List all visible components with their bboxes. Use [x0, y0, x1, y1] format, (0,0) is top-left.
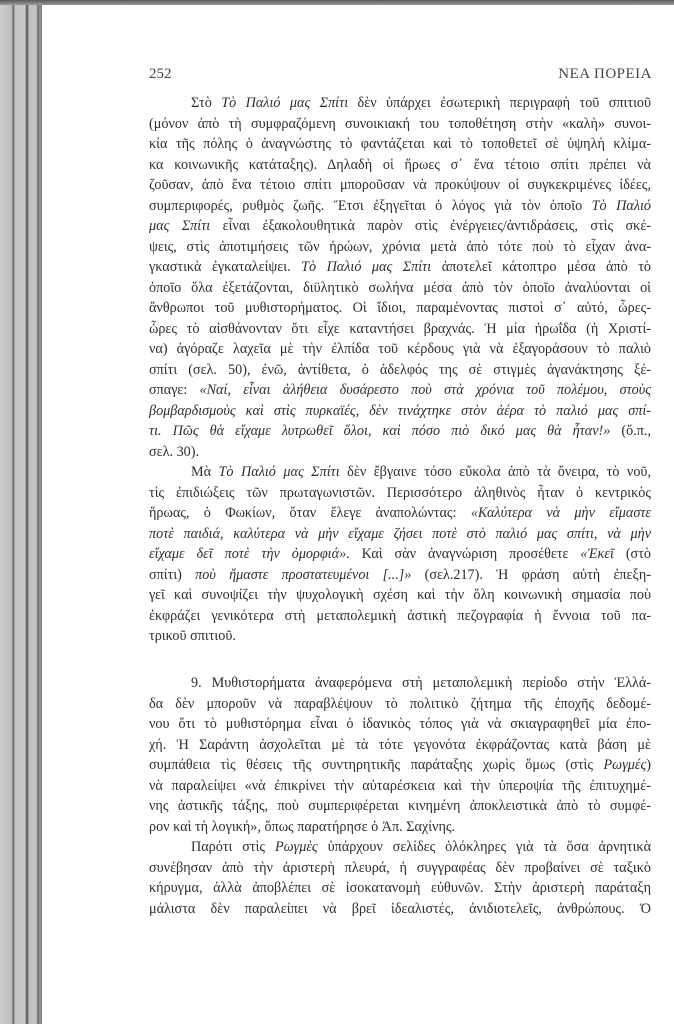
- text-line: [149, 524, 651, 545]
- italic-text-run: «Καλύτερα νὰ μὴν εἴμαστε: [470, 505, 651, 521]
- text-line: [149, 278, 651, 299]
- text-run: ψεις, στὶς ἀποτιμήσεις τῶν ἡρώων, χρόνια μετὰ ἀπὸ τότε ποὺ τὸ εἶχαν ἀνα-: [149, 238, 651, 255]
- text-run: συμπεριφορές, ρυθμὸς ζωῆς. Ἔτσι ἐξηγεῖται ὁ λόγος γιὰ τὸν ὁποῖο: [149, 197, 592, 214]
- paragraph-old-house: [149, 93, 651, 462]
- text-line: [149, 735, 651, 756]
- page-number: 252: [149, 66, 172, 82]
- text-line: [149, 93, 651, 114]
- text-run: ὑπάρχουν σελίδες ὁλόκληρες γιὰ τὰ ὅσα ἀρνητικὰ: [317, 839, 652, 855]
- text-line: [149, 673, 651, 694]
- italic-text-run: Ρωγμές: [603, 757, 647, 773]
- book-binding-edge: [0, 0, 42, 1024]
- text-run: μάλιστα δὲν παραλείπει νὰ βρεῖ ἰδεαλιστές, ἀνιδιοτελεῖς, ἀνθρώπους. Ὁ: [149, 900, 651, 917]
- text-run: (μόνον ἀπὸ τὴ συμφραζόμενη συνοικιακή του τοποθέτηση στὴν «καλὴ» συνοι-: [149, 115, 651, 132]
- text-line: [149, 714, 651, 735]
- page-header: [149, 66, 652, 86]
- text-run: συνέβησαν ἀπὸ τὴν ἀριστερὴ πλευρά, ἡ συγγραφέας δὲν προβαίνει σὲ ταξικὸ: [149, 859, 651, 876]
- text-run: νὰ παραλείψει «νὰ ἐπικρίνει τὴν αὐταρέσκεια καὶ τὴν ὑπεροψία τῆς ἐπιτυχημέ-: [149, 777, 651, 794]
- text-run: ἄνθρωποι τοῦ μυθιστορήματος. Οἱ ἴδιοι, παραμένοντας πιστοὶ σ᾽ αὐτό, ὧρες-: [149, 300, 651, 316]
- text-line: [149, 319, 651, 340]
- text-run: κία τῆς πόλης ὁ ἀναγνώστης τὸ φαντάζεται καὶ τὸ τοποθετεῖ σὲ ὑψηλὴ κλίμα-: [149, 136, 651, 152]
- text-run: ἥρωας, ὁ Φωκίων, ὅταν ἔλεγε ἀναπολώντας:: [149, 505, 471, 521]
- text-run: δὲν ὑπάρχει ἐσωτερικὴ περιγραφὴ τοῦ σπιτιοῦ: [348, 95, 652, 111]
- italic-text-run: Τὸ Παλιό μας Σπίτι: [221, 95, 349, 111]
- text-run: εἶναι ἐξακολουθητικὰ παρὸν στὶς ἐνέργειες/ἀντιδράσεις, στὶς σκέ-: [210, 218, 651, 234]
- text-run: τρικοῦ σπιτιοῦ.: [149, 628, 236, 644]
- text-run: Στὸ: [191, 95, 222, 111]
- italic-text-run: εἴχαμε δεῖ ποτὲ τὴν ὀμορφιά»: [149, 546, 347, 562]
- text-line: [149, 401, 651, 422]
- text-run: χή. Ἡ Σαράντη ἀσχολεῖται μὲ τὰ τότε γεγονότα ἐκφράζοντας κατὰ βάση μὲ: [149, 736, 651, 753]
- italic-text-run: ποτὲ παιδιά, καλύτερα νὰ μὴν εἴχαμε ζήσει ποτὲ στὸ παλιό μας σπίτι, νὰ μὴν: [149, 525, 651, 542]
- text-line: [149, 565, 651, 586]
- text-line: [149, 585, 651, 606]
- text-run: ): [646, 757, 651, 773]
- text-line: [149, 483, 651, 504]
- paragraph-section-9: [149, 673, 651, 837]
- text-run: γκαστικὰ ἐγκαταλείψει.: [149, 259, 302, 275]
- text-run: Μὰ: [191, 464, 219, 480]
- text-line: [149, 626, 651, 647]
- text-line: [149, 196, 651, 217]
- text-line: [149, 339, 651, 360]
- text-run: σπίτι (σελ. 50), ἐνῶ, ἀντίθετα, ὁ ἀδελφός της σὲ στιγμὲς ἀγανάκτησης ξέ-: [149, 361, 651, 378]
- text-line: [149, 237, 651, 258]
- text-line: [149, 899, 651, 920]
- text-line: [149, 421, 651, 442]
- text-run: (σελ.217). Ἡ φράση αὐτὴ ἐπεξη-: [411, 566, 651, 583]
- text-line: [149, 134, 651, 155]
- text-run: (ὅ.π.,: [610, 423, 651, 439]
- italic-text-run: Τὸ Παλιό: [591, 197, 652, 214]
- text-run: ρον καὶ τὴ λογική», ὅπως παρατήρησε ὁ Ἀπ. Σαχίνης.: [149, 818, 456, 835]
- text-line: [149, 694, 651, 715]
- text-line: [149, 175, 651, 196]
- italic-text-run: βομβαρδισμοὺς καὶ στὶς πυρκαϊές, δὲν τινάχτηκε στὸν ἀέρα τὸ παλιό μας σπί-: [149, 402, 651, 419]
- text-run: νης ἀστικῆς τάξης, ποὺ συμπεριφέρεται κινημένη ἀποκλειστικὰ ἀπὸ τὸ συμφέ-: [149, 798, 651, 814]
- scan-top-edge: [0, 0, 674, 5]
- text-line: [149, 462, 651, 483]
- paragraph-fokion: [149, 462, 651, 647]
- text-run: δὲν ἔβγαινε τόσο εὔκολα ἀπὸ τὰ ὄνειρα, τὸ νοῦ,: [339, 464, 651, 480]
- text-run: Παρότι στὶς: [191, 839, 275, 855]
- italic-text-run: Τὸ Παλιό μας Σπίτι: [301, 259, 432, 275]
- italic-text-run: Ρωγμὲς: [274, 839, 318, 855]
- text-line: [149, 503, 651, 524]
- text-line: [149, 755, 651, 776]
- italic-text-run: Τὸ Παλιό μας Σπίτι: [218, 464, 340, 480]
- text-line: [149, 606, 651, 627]
- text-run: να) ἀγόραζε λαχεῖα μὲ τὴν ἐλπίδα τοῦ κέρδους γιὰ νὰ ἐξαγοράσουν τὸ παλιὸ: [149, 341, 651, 357]
- text-line: [149, 380, 651, 401]
- text-run: κα κοινωνικῆς κατάταξης). Δηλαδὴ οἱ ἥρωες σ᾽ ἕνα τέτοιο σπίτι πρέπει νὰ: [149, 156, 651, 173]
- text-line: [149, 776, 651, 797]
- text-line: [149, 216, 651, 237]
- paragraph-rogmes: [149, 837, 651, 919]
- text-run: τὶς ἐπιδιώξεις τῶν πρωταγωνιστῶν. Περισσότερο ἀληθινὸς ἦταν ὁ κεντρικὸς: [149, 484, 651, 501]
- text-line: [149, 442, 651, 463]
- text-run: γεῖ καὶ συνοψίζει τὴν ψυχολογικὴ σχέση καὶ τὴν ὅλη κοινωνικὴ σημασία ποὺ: [149, 587, 651, 603]
- italic-text-run: τι. Πῶς θὰ εἴχαμε λυτρωθεῖ ὅλοι, καὶ πόσο πιὸ δικό μας θὰ ἦταν!»: [149, 423, 611, 439]
- text-run: δα δὲν μποροῦν νὰ παραβλέψουν τὸ πολιτικὸ ζήτημα τῆς ἐποχῆς δεδομέ-: [149, 695, 651, 712]
- text-run: συμπάθεια τὶς θέσεις τῆς συντηρητικῆς παράταξης χωρὶς ὅμως (στὶς: [149, 757, 604, 773]
- text-run: ζοῦσαν, ἀπὸ ἕνα τέτοιο σπίτι μποροῦσαν νὰ προκύψουν οἱ συγκεκριμένες ἰδέες,: [149, 177, 651, 193]
- text-line: [149, 257, 651, 278]
- italic-text-run: ποὺ ἤμαστε προστατευμένοι [...]»: [195, 566, 412, 583]
- text-run: ἀποτελεῖ κάτοπτρο μέσα ἀπὸ τὸ: [431, 259, 652, 275]
- text-run: . Καὶ σὰν ἀναγνώριση προσέθετε: [346, 546, 581, 562]
- text-line: [149, 298, 651, 319]
- text-run: (στὸ: [613, 546, 651, 562]
- text-run: ἐκφράζει γενικότερα στὴ μεταπολεμικὴ ἀστικὴ πεζογραφία ἡ ἔννοια τοῦ πα-: [149, 607, 651, 624]
- text-line: [149, 114, 651, 135]
- text-line: [149, 837, 651, 858]
- text-run: 9. Μυθιστορήματα ἀναφερόμενα στὴ μεταπολεμικὴ περίοδο στὴν Ἑλλά-: [191, 675, 651, 691]
- text-line: [149, 858, 651, 879]
- text-run: σπίτι): [149, 566, 196, 583]
- text-line: [149, 878, 651, 899]
- italic-text-run: μας Σπίτι: [149, 218, 211, 234]
- text-run: σελ. 30).: [149, 443, 200, 460]
- italic-text-run: «Ἐκεῖ: [580, 546, 614, 562]
- text-line: [149, 796, 651, 817]
- text-run: νου ὅτι τὸ μυθιστόρημα εἶναι ὁ ἰδανικὸς τόπος γιὰ νὰ σκιαγραφηθεῖ μία ἐπο-: [149, 716, 651, 732]
- text-line: [149, 544, 651, 565]
- text-line: [149, 817, 651, 838]
- text-run: κήρυγμα, ἀλλὰ ἀποβλέπει σὲ ἰσοκατανομὴ εὐθυνῶν. Στὴν ἀριστερὴ παράταξη: [149, 880, 651, 896]
- text-line: [149, 360, 651, 381]
- running-title: ΝΕΑ ΠΟΡΕΙΑ: [558, 66, 652, 82]
- text-run: ὧρες τὸ αἰσθάνονταν ὅτι εἶχε καταντήσει βραχνάς. Ἡ μία ἡρωΐδα (ἡ Χριστί-: [149, 320, 651, 337]
- text-run: σπαγε:: [149, 382, 200, 398]
- text-run: ὁποῖο ὅλα ἐξετάζονται, διϋλητικὸ σωλήνα μέσα ἀπὸ τὸν ὁποῖο ἀναλύονται οἱ: [149, 279, 651, 296]
- text-line: [149, 155, 651, 176]
- italic-text-run: «Ναί, εἶναι ἀλήθεια δυσάρεστο ποὺ στὰ χρόνια τοῦ πολέμου, στοὺς: [199, 382, 652, 398]
